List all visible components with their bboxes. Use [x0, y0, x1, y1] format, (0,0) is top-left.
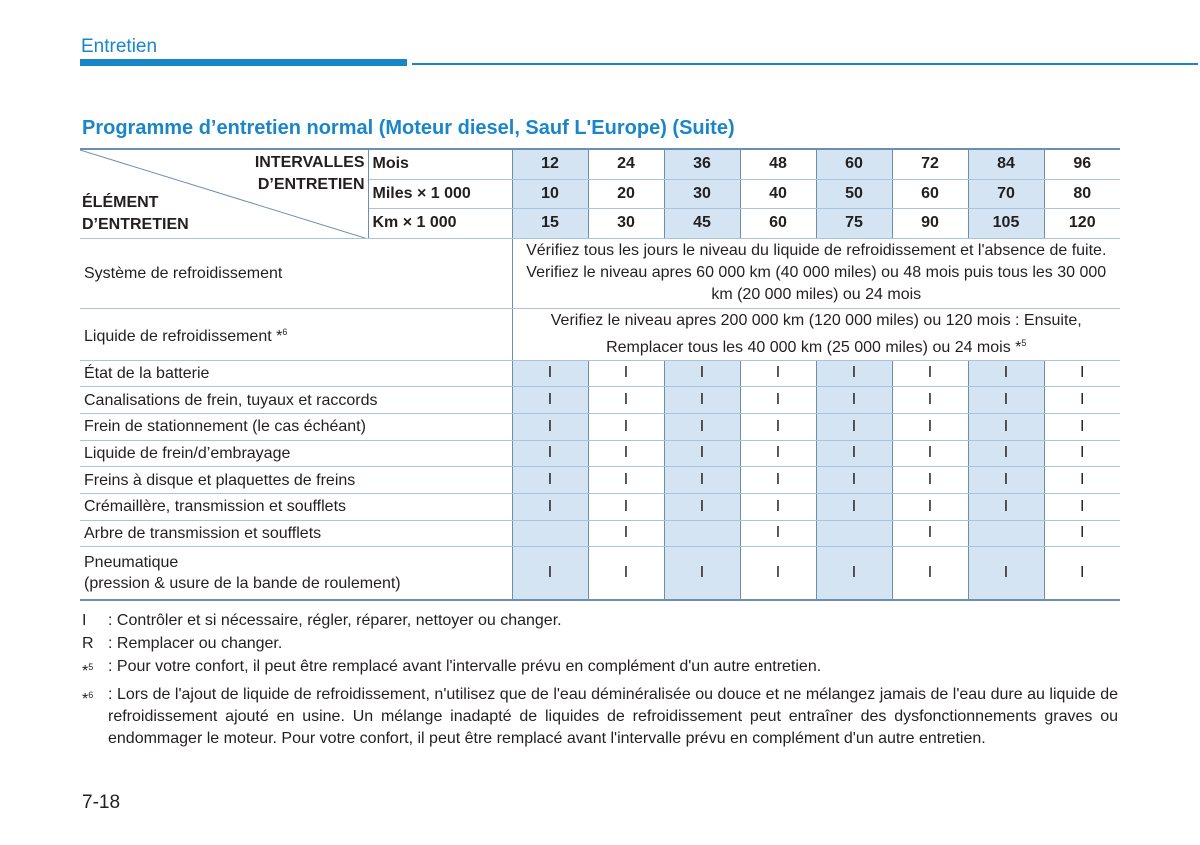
- interval-value: 75: [816, 208, 892, 238]
- legend-key-sup: 6: [88, 690, 94, 700]
- interval-unit-label: Miles × 1 000: [368, 179, 512, 208]
- inspection-mark: [968, 520, 1044, 547]
- inspection-mark: I: [740, 547, 816, 600]
- inspection-mark: I: [740, 387, 816, 414]
- legend-key: [82, 610, 108, 632]
- maintenance-item: [80, 387, 512, 414]
- inspection-mark: I: [664, 493, 740, 520]
- interval-value: 96: [1044, 149, 1120, 179]
- interval-value: 30: [588, 208, 664, 238]
- maintenance-item: [80, 547, 512, 600]
- inspection-mark: I: [588, 413, 664, 440]
- inspection-mark: I: [968, 467, 1044, 494]
- inspection-mark: I: [740, 413, 816, 440]
- inspection-mark: I: [1044, 440, 1120, 467]
- interval-value: 40: [740, 179, 816, 208]
- maintenance-item: [80, 360, 512, 387]
- inspection-mark: I: [968, 440, 1044, 467]
- interval-value: 60: [740, 208, 816, 238]
- legend-text: : Remplacer ou changer.: [108, 635, 283, 652]
- inspection-mark: I: [1044, 413, 1120, 440]
- interval-value: 105: [968, 208, 1044, 238]
- interval-value: 60: [816, 149, 892, 179]
- inspection-mark: I: [512, 467, 588, 494]
- inspection-mark: I: [588, 360, 664, 387]
- inspection-mark: I: [664, 360, 740, 387]
- legend-text: : Contrôler et si nécessaire, régler, réparer, nettoyer ou changer.: [108, 612, 562, 629]
- maintenance-item: [80, 467, 512, 494]
- interval-value: 90: [892, 208, 968, 238]
- interval-value: 60: [892, 179, 968, 208]
- inspection-mark: I: [512, 387, 588, 414]
- footnote-ref: 5: [1021, 337, 1027, 348]
- inspection-mark: I: [892, 467, 968, 494]
- corner-bottom-line2: D’ENTRETIEN: [82, 215, 189, 233]
- maintenance-item-label: Canalisations de frein, tuyaux et raccords: [84, 391, 378, 409]
- inspection-mark: I: [664, 467, 740, 494]
- inspection-mark: I: [588, 520, 664, 547]
- table-row: [80, 440, 1120, 467]
- inspection-mark: I: [588, 467, 664, 494]
- inspection-mark: I: [1044, 360, 1120, 387]
- inspection-mark: [816, 520, 892, 547]
- legend-text: : Lors de l'ajout de liquide de refroidissement, n'utilisez que de l'eau déminéralisée ou douce et ne mélangez jamais de l'eau dure au liquide de refroidissement ajouté en usine. Un mélange inadapté de liquides de refroidissement peut entraîner des dysfonctionnements graves ou endommager le moteur. Pour votre confort, il peut être remplacé avant l'intervalle prévu en complément d'un autre entretien.: [108, 686, 1118, 747]
- footnote-ref: 6: [282, 326, 288, 337]
- maintenance-item-label: Système de refroidissement: [84, 264, 283, 282]
- legend-item: [82, 610, 1118, 632]
- inspection-mark: I: [892, 547, 968, 600]
- interval-value: 10: [512, 179, 588, 208]
- inspection-mark: I: [512, 547, 588, 600]
- inspection-mark: I: [892, 520, 968, 547]
- inspection-mark: I: [664, 387, 740, 414]
- inspection-mark: I: [892, 413, 968, 440]
- inspection-mark: [664, 520, 740, 547]
- legend-key: [82, 684, 108, 750]
- inspection-mark: I: [968, 547, 1044, 600]
- inspection-mark: I: [664, 413, 740, 440]
- maintenance-item-label: État de la batterie: [84, 364, 210, 382]
- table-row: [80, 413, 1120, 440]
- maintenance-item: [80, 413, 512, 440]
- inspection-mark: I: [588, 387, 664, 414]
- legend-key-symbol: *: [82, 663, 89, 680]
- inspection-mark: I: [740, 440, 816, 467]
- inspection-mark: I: [740, 493, 816, 520]
- inspection-mark: I: [816, 547, 892, 600]
- maintenance-item: [80, 520, 512, 547]
- legend-key: [82, 633, 108, 655]
- inspection-mark: I: [968, 360, 1044, 387]
- inspection-mark: I: [512, 413, 588, 440]
- interval-value: 72: [892, 149, 968, 179]
- inspection-mark: I: [588, 440, 664, 467]
- inspection-mark: I: [512, 440, 588, 467]
- interval-value: 12: [512, 149, 588, 179]
- interval-value: 50: [816, 179, 892, 208]
- legend-key-sup: 5: [88, 662, 94, 672]
- section-title: Entretien: [81, 36, 158, 57]
- maintenance-item: [80, 493, 512, 520]
- corner-top-line2: D’ENTRETIEN: [257, 176, 365, 193]
- legend-key-symbol: R: [82, 635, 94, 652]
- note-row-1: [80, 308, 1120, 360]
- maintenance-item-label: Freins à disque et plaquettes de freins: [84, 471, 356, 489]
- interval-unit-label: Km × 1 000: [368, 208, 512, 238]
- inspection-mark: I: [968, 413, 1044, 440]
- inspection-mark: I: [588, 493, 664, 520]
- legend: [82, 610, 1118, 751]
- inspection-mark: I: [968, 493, 1044, 520]
- table-row: [80, 387, 1120, 414]
- inspection-mark: I: [1044, 387, 1120, 414]
- inspection-mark: I: [664, 547, 740, 600]
- inspection-mark: I: [892, 387, 968, 414]
- inspection-mark: I: [968, 387, 1044, 414]
- interval-value: 36: [664, 149, 740, 179]
- interval-value: 15: [512, 208, 588, 238]
- maintenance-item-label: Frein de stationnement (le cas échéant): [84, 418, 366, 436]
- inspection-mark: I: [1044, 520, 1120, 547]
- interval-note: [512, 238, 1120, 308]
- inspection-mark: I: [740, 467, 816, 494]
- interval-value: 45: [664, 208, 740, 238]
- legend-item: [82, 656, 1118, 683]
- table-row: [80, 547, 1120, 600]
- interval-note-text: Verifiez le niveau apres 200 000 km (120 000 miles) ou 120 mois : Ensuite, Remplacer tous les 40 000 km (25 000 miles) ou 24 mois *: [550, 311, 1082, 356]
- table-row: [80, 467, 1120, 494]
- inspection-mark: I: [892, 440, 968, 467]
- legend-key-symbol: *: [82, 691, 89, 708]
- header-corner-cell: [80, 149, 368, 238]
- legend-item: [82, 633, 1118, 655]
- interval-value: 80: [1044, 179, 1120, 208]
- header-rule-thick: [80, 59, 407, 66]
- inspection-mark: I: [1044, 467, 1120, 494]
- maintenance-item-label: Pneumatique: [84, 554, 179, 572]
- maintenance-item-label: Crémaillère, transmission et soufflets: [84, 498, 347, 516]
- legend-text: : Pour votre confort, il peut être remplacé avant l'intervalle prévu en complément d'un autre entretien.: [108, 658, 822, 675]
- interval-value: 48: [740, 149, 816, 179]
- note-row-0: [80, 238, 1120, 308]
- interval-value: 84: [968, 149, 1044, 179]
- page-number: 7-18: [82, 792, 121, 813]
- inspection-mark: [512, 520, 588, 547]
- inspection-mark: I: [512, 493, 588, 520]
- inspection-mark: I: [664, 440, 740, 467]
- interval-value: 70: [968, 179, 1044, 208]
- interval-value: 120: [1044, 208, 1120, 238]
- interval-note-text: Vérifiez tous les jours le niveau du liquide de refroidissement et l'absence de fuite. Verifiez le niveau apres 60 000 km (40 000 miles) ou 48 mois puis tous les 30 000 km (20 000 miles) ou 24 mois: [526, 242, 1107, 303]
- inspection-mark: I: [816, 440, 892, 467]
- corner-bottom-line1: ÉLÉMENT: [82, 193, 159, 211]
- header-rule-thin: [412, 63, 1198, 65]
- inspection-mark: I: [740, 520, 816, 547]
- interval-unit-label: Mois: [368, 149, 512, 179]
- maintenance-item-label: Liquide de frein/d’embrayage: [84, 444, 291, 462]
- maintenance-item-label: Liquide de refroidissement *: [84, 327, 283, 345]
- maintenance-item: [80, 238, 512, 308]
- inspection-mark: I: [740, 360, 816, 387]
- inspection-mark: I: [892, 360, 968, 387]
- legend-item: [82, 684, 1118, 750]
- inspection-mark: I: [816, 387, 892, 414]
- inspection-mark: I: [588, 547, 664, 600]
- legend-key: [82, 656, 108, 683]
- inspection-mark: I: [816, 467, 892, 494]
- table-row: [80, 493, 1120, 520]
- maintenance-item: [80, 308, 512, 360]
- inspection-mark: I: [816, 360, 892, 387]
- table-row: [80, 520, 1120, 547]
- inspection-mark: I: [816, 493, 892, 520]
- inspection-mark: I: [512, 360, 588, 387]
- maintenance-item: [80, 440, 512, 467]
- table-title: Programme d’entretien normal (Moteur diesel, Sauf L'Europe) (Suite): [82, 117, 735, 139]
- inspection-mark: I: [1044, 547, 1120, 600]
- inspection-mark: I: [892, 493, 968, 520]
- corner-top-line1: INTERVALLES: [254, 154, 365, 171]
- table-row: [80, 360, 1120, 387]
- interval-note: [512, 308, 1120, 360]
- maintenance-schedule-table: [80, 148, 1120, 601]
- corner-label-items: [82, 192, 189, 236]
- interval-value: 20: [588, 179, 664, 208]
- interval-value: 30: [664, 179, 740, 208]
- corner-label-intervals: [255, 152, 365, 196]
- interval-value: 24: [588, 149, 664, 179]
- maintenance-item-sublabel: (pression & usure de la bande de roulement): [84, 575, 401, 593]
- inspection-mark: I: [1044, 493, 1120, 520]
- maintenance-item-label: Arbre de transmission et soufflets: [84, 524, 322, 542]
- interval-row-0: [80, 149, 1120, 179]
- inspection-mark: I: [816, 413, 892, 440]
- legend-key-symbol: I: [82, 612, 87, 629]
